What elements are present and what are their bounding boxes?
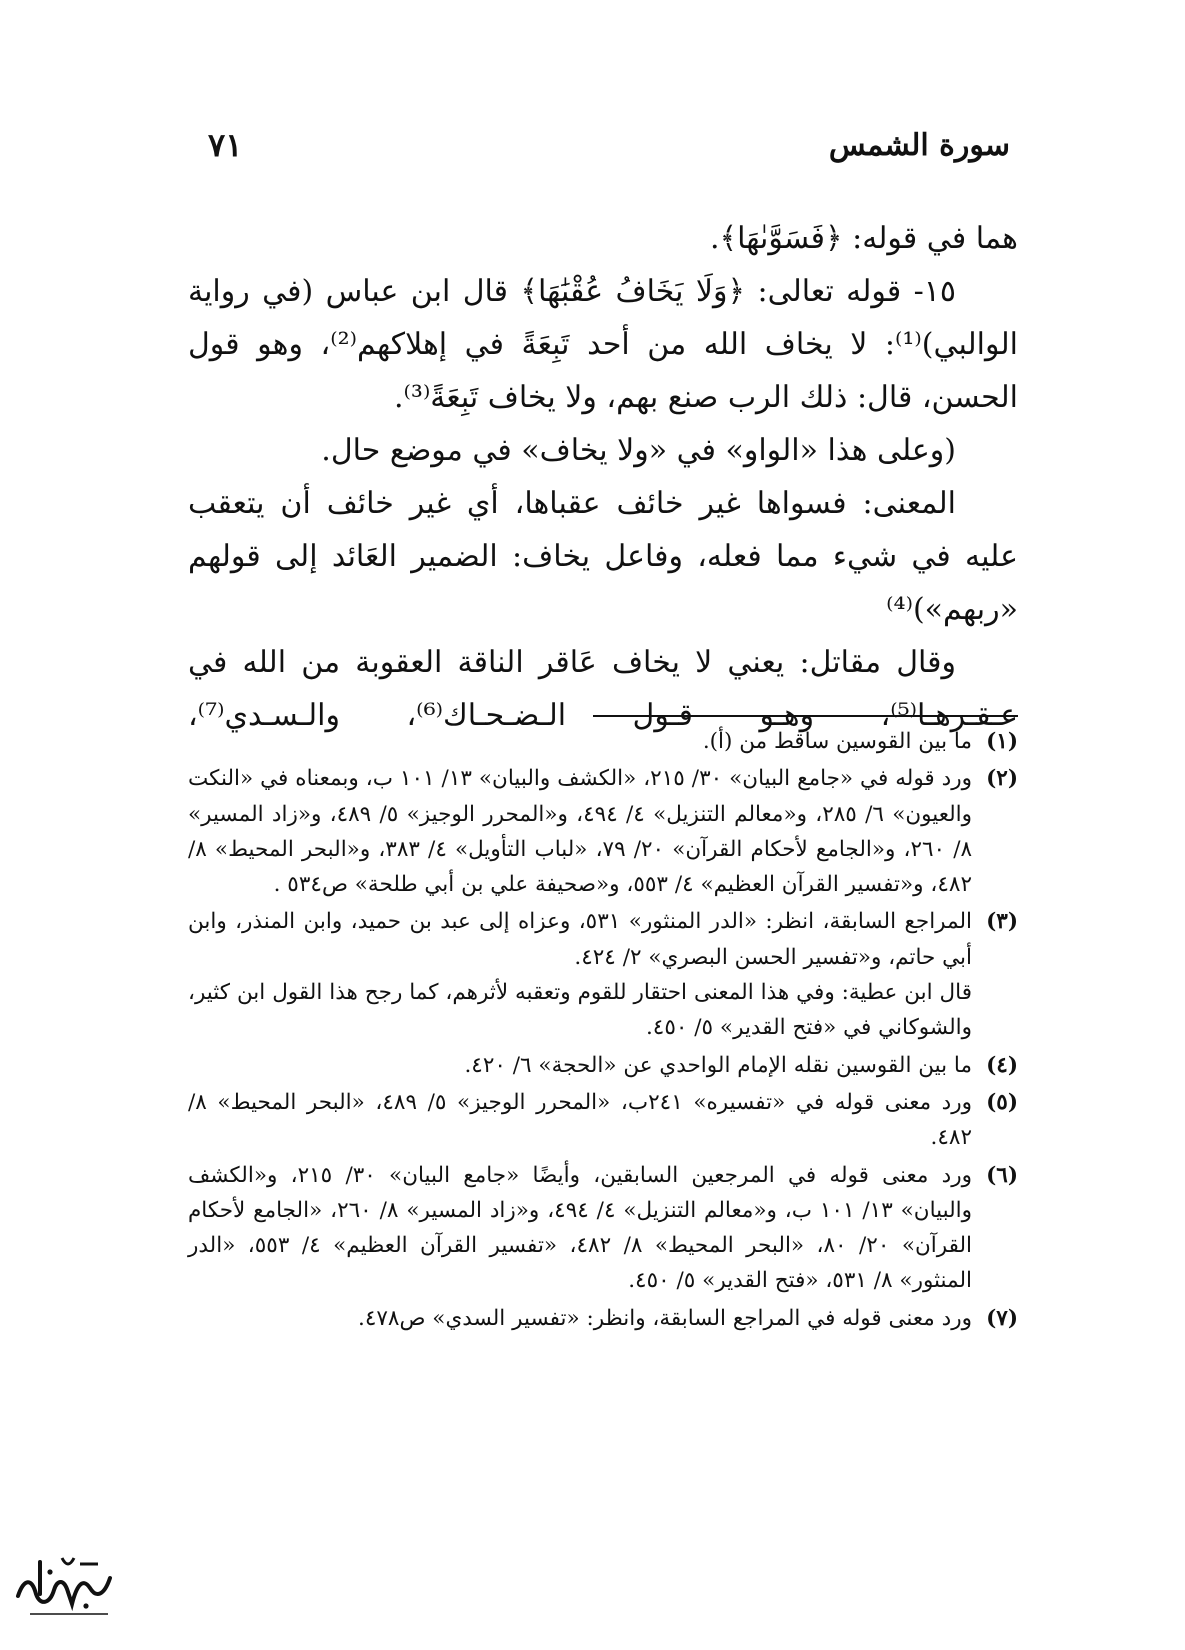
- footnote-number: (٤): [986, 1052, 1018, 1078]
- footnote: [188, 1048, 1018, 1083]
- footnote-divider: [593, 715, 1018, 717]
- footnote-text: ورد معنى قوله في «تفسيره» ٢٤١ب، «المحرر الوجيز» ٥/ ٤٨٩، «البحر المحيط» ٨/ ٤٨٢.: [188, 1089, 973, 1151]
- paragraph: (وعلى هذا «الواو» في «ولا يخاف» في موضع حال.: [321, 433, 956, 468]
- footnote-number: (٥): [986, 1089, 1018, 1115]
- footnote-number: (٦): [986, 1162, 1018, 1188]
- footnote: [188, 761, 1018, 902]
- page-number: ٧١: [208, 126, 243, 164]
- footnote: [188, 1301, 1018, 1336]
- footnote-text: المراجع السابقة، انظر: «الدر المنثور» ٥٣١، وعزاه إلى عبد بن حميد، وابن المنذر، وابن أبي حاتم، و«تفسير الحسن البصري» ٢/ ٤٢٤.: [188, 909, 972, 970]
- footnote: [188, 1085, 1018, 1156]
- paragraph: المعنى: فسواها غير خائف عقباها، أي غير خائف أن يتعقب عليه في شيء مما فعله، وفاعل يخاف: الضمير العَائد إلى قولهم «ربهم»)⁽⁴⁾: [188, 486, 1018, 627]
- main-text: [188, 212, 1018, 742]
- footnote-number: (٧): [986, 1305, 1018, 1331]
- running-title: سورة الشمس: [828, 128, 1010, 163]
- footnotes: [188, 724, 1018, 1338]
- footnote-number: (١): [986, 729, 1018, 754]
- calligraphy-logo-icon: [10, 1548, 120, 1628]
- footnote: [188, 904, 1018, 1045]
- footnote-text: ورد معنى قوله في المراجع السابقة، وانظر: «تفسير السدي» ص٤٧٨.: [357, 1305, 972, 1331]
- footnote: [188, 1158, 1018, 1299]
- footnote-text: ما بين القوسين نقله الإمام الواحدي عن «الحجة» ٦/ ٤٢٠.: [464, 1052, 972, 1078]
- footnote: [188, 724, 1018, 759]
- paragraph: وقال مقاتل: يعني لا يخاف عَاقر الناقة العقوبة من الله في عـقـرهـا⁽⁵⁾، وهـو قـول الـضـحـاك⁽⁶⁾، والـسـدي⁽⁷⁾،: [188, 645, 1018, 733]
- paragraph: ١٥- قوله تعالى: ﴿وَلَا يَخَافُ عُقْبَٰهَا﴾ قال ابن عباس (في رواية الوالبي)⁽¹⁾: لا يخاف الله من أحد تَبِعَةً في إهلاكهم⁽²⁾، وهو قول الحسن، قال: ذلك الرب صنع بهم، ولا يخاف تَبِعَةً⁽³⁾.: [188, 274, 1018, 415]
- footnote-text: ورد قوله في «جامع البيان» ٣٠/ ٢١٥، «الكشف والبيان» ١٣/ ١٠١ ب، وبمعناه في «النكت والعيون» ٦/ ٢٨٥، و«معالم التنزيل» ٤/ ٤٩٤، و«المحرر الوجيز» ٥/ ٤٨٩، و«زاد المسير» ٨/ ٢٦٠، و«الجامع لأحكام القرآن» ٢٠/ ٧٩، «لباب التأويل» ٤/ ٣٨٣، و«البحر المحيط» ٨/ ٤٨٢، و«تفسير القرآن العظيم» ٤/ ٥٥٣، و«صحيفة علي بن أبي طلحة» ص٥٣٤ .: [188, 766, 973, 898]
- footnote-number: (٢): [986, 766, 1018, 792]
- footnote-text: ما بين القوسين ساقط من (أ).: [702, 729, 972, 754]
- footnote-text-continued: قال ابن عطية: وفي هذا المعنى احتقار للقوم وتعقبه لأثرهم، كما رجح هذا القول ابن كثير، والشوكاني في «فتح القدير» ٥/ ٤٥٠.: [188, 980, 972, 1041]
- footnote-number: (٣): [986, 909, 1018, 935]
- paragraph: هما في قوله: ﴿فَسَوَّىٰهَا﴾.: [709, 221, 1018, 256]
- footnote-text: ورد معنى قوله في المرجعين السابقين، وأيضًا «جامع البيان» ٣٠/ ٢١٥، و«الكشف والبيان» ١٣/ ١٠١ ب، و«معالم التنزيل» ٤/ ٤٩٤، و«زاد المسير» ٨/ ٢٦٠، «الجامع لأحكام القرآن» ٢٠/ ٨٠، «البحر المحيط» ٨/ ٤٨٢، «تفسير القرآن العظيم» ٤/ ٥٥٣، «الدر المنثور» ٨/ ٥٣١، «فتح القدير» ٥/ ٤٥٠.: [188, 1162, 973, 1294]
